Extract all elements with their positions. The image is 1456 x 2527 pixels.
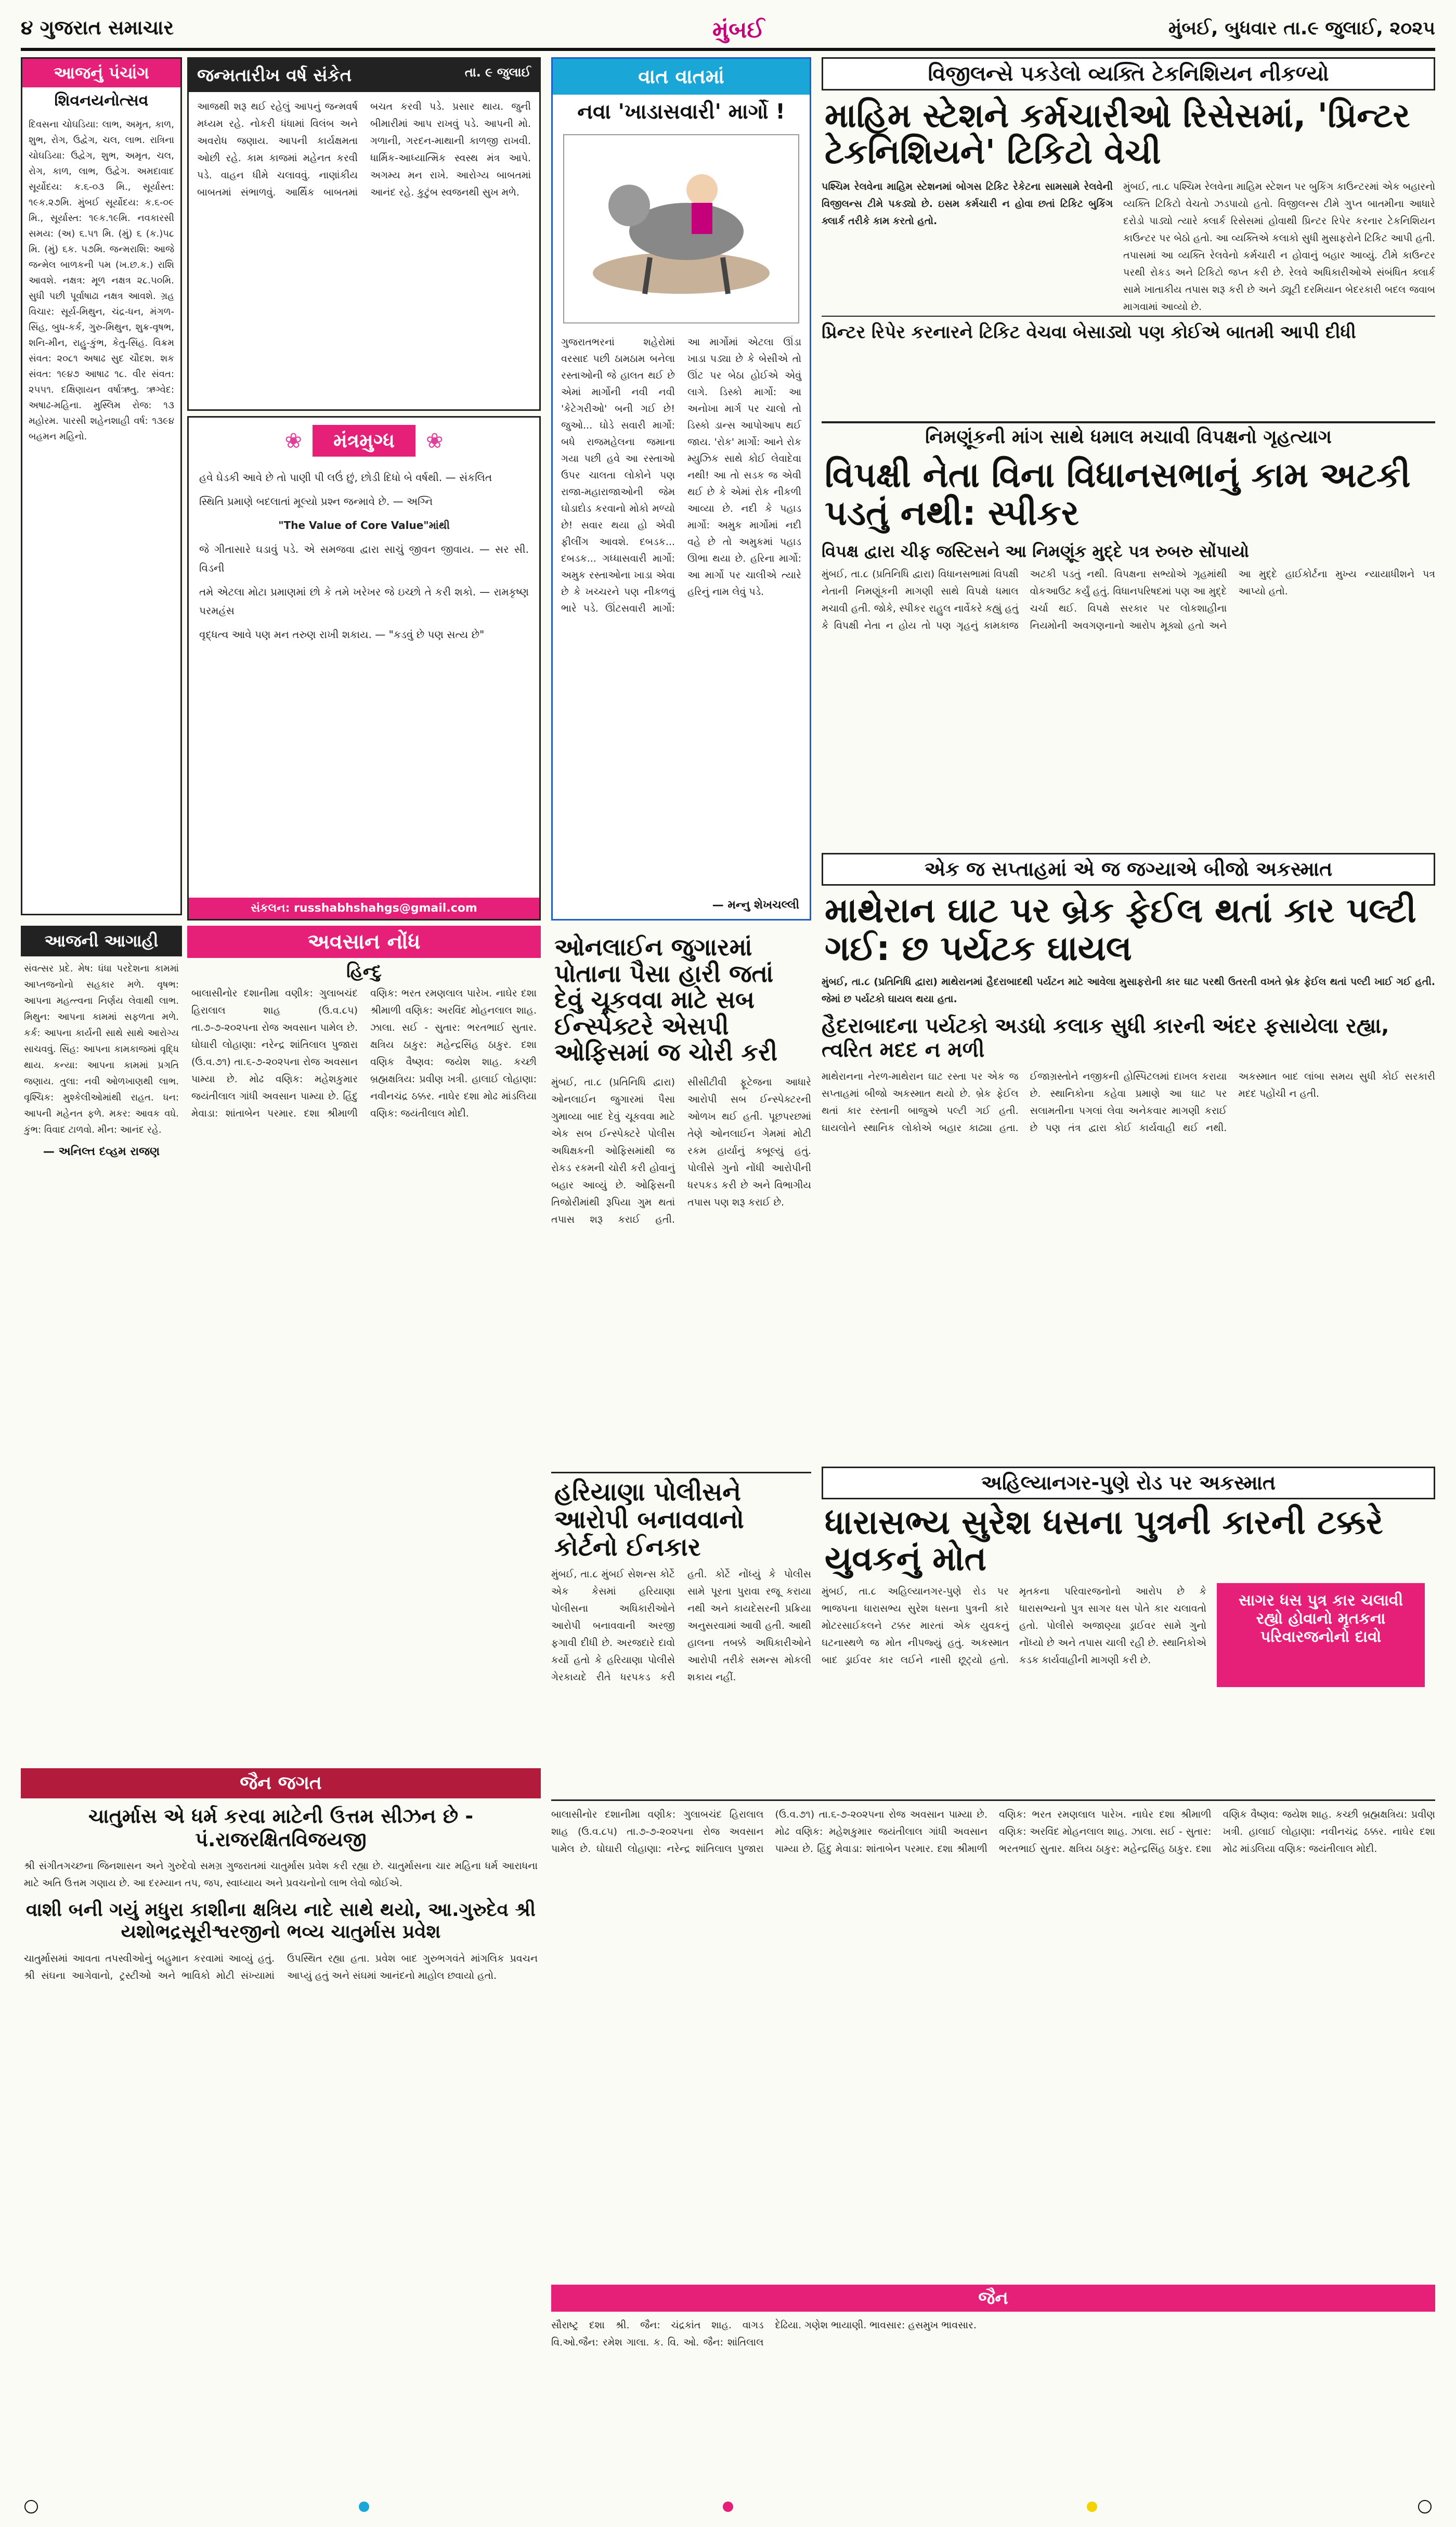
- pune-kicker: અહિલ્યાનગર-પુણે રોડ પર અકસ્માત: [822, 1467, 1435, 1499]
- obituary-box: [187, 926, 541, 1758]
- gambling-body: મુંબઈ, તા.૮ (પ્રતિનિધિ દ્વારા) ઓનલાઈન જુગારમાં પૈસા ગુમાવ્યા બાદ દેવું ચૂકવવા માટે એક સબ ઈન્સ્પેક્ટરે પોલીસ અધિક્ષકની ઓફિસમાંથી જ રોકડ રકમની ચોરી કરી હોવાનું બહાર આવ્યું છે. ઓફિસની તિજોરીમાંથી રૂપિયા ગુમ થતાં તપાસ શરૂ કરાઈ હતી. સીસીટીવી ફૂટેજના આધારે આરોપી સબ ઈન્સ્પેક્ટરની ઓળખ થઈ હતી. પૂછપરછમાં તેણે ઓનલાઈન ગેમમાં મોટી રકમ હાર્યાનું કબૂલ્યું હતું. પોલીસે ગુનો નોંધી આરોપીની ધરપકડ કરી છે અને વિભાગીય તપાસ પણ શરૂ કરાઈ છે.: [551, 1076, 811, 1225]
- janmatarikh-date: તા. ૯ જુલાઈ: [464, 65, 531, 80]
- obituary-subtitle: હિન્દુ: [346, 961, 382, 982]
- panchang-body: દિવસના ચોઘડિયા: લાભ, અમૃત, કાળ, શુભ, રોગ, ઉદ્વેગ, ચલ, લાભ. રાત્રિના ચોઘડિયા: ઉદ્વેગ, શુભ, અમૃત, ચલ, રોગ, કાળ, લાભ, ઉદ્વેગ. અમદાવાદ સૂર્યોદય: ક.૬-૦૩ મિ., સૂર્યાસ્ત: ૧૯ક.૨૭મિ. મુંબઈ સૂર્યોદય: ક.૬-૦૯ મિ., સૂર્યાસ્ત: ૧૯ક.૧૯મિ. નવકારસી સમય: (અ) ૬.૫૧ મિ. (મું) ૬ (ક.)૫૮ મિ. (મું) ૬ક. ૫૭મિ. જન્મરાશિ: આજે જન્મેલ બાળકની ૫મ (ખ.છ.ક.) રાશિ આવશે. નક્ષત્ર: મૂળ નક્ષત્ર ૨૮.૫૦મિ. સુધી પછી પૂર્વાષાઢા નક્ષત્ર આવશે. ગ્રહ વિચાર: સૂર્ય-મિથુન, ચંદ્ર-ધન, મંગળ-સિંહ, બુધ-કર્ક, ગુરુ-મિથુન, શુક્ર-વૃષભ, શનિ-મીન, રાહુ-કુંભ, કેતુ-સિંહ. વિક્રમ સંવત: ૨૦૮૧ અષાઢ સુદ ચૌદશ. શક સંવત: ૧૯૪૭ આષાઢ ૧૮. વીર સંવત: ૨૫૫૧. દક્ષિણાયન વર્ષાઋતુ. ઋગ્વેદ: અષાઢ-મહિના. મુસ્લિમ રોજ: ૧૩ મહોરમ. પારસી શહેનશાહી વર્ષ: ૧૩૯૪ બહમન મહિનો.: [29, 119, 174, 442]
- jain-obituary-title: જૈન: [551, 2285, 1435, 2312]
- vaat-body: ગુજરાતભરનાં શહેરોમાં વરસાદ પછી ઠામઠામ બનેલા રસ્તાઓની જે હાલત થઈ છે એમાં માર્ગોની નવી નવી 'કેટેગરીઓ' બની ગઈ છે! જુઓ... ઘોડે સવારી માર્ગો: બધે રાજમહેલના જમાના ગયા પછી હવે આ રસ્તાઓ ઉપર ચાલતા લોકોને પણ રાજા-મહારાજાઓની જેમ ઘોડાદોડ કરવાનો મોકો મળ્યો છે! સવાર થયા હો એવી ફીલીંગ આવશે. દબડક... દબડક... ગધ્ધાસવારી માર્ગો: અમુક રસ્તાઓના ખાડા એવા છે કે ખચ્ચરને પણ નીકળવું ભારે પડે. ઊંટસવારી માર્ગો: આ માર્ગોમાં એટલા ઊંડા ખાડા પડ્યા છે કે બેસીએ તો ઊંટ પર બેઠા હોઈએ એવું લાગે. ડિસ્કો માર્ગો: આ અનોખા માર્ગ પર ચાલો તો ડિસ્કો ડાન્સ આપોઆપ થઈ જાય. 'રોક' માર્ગો: આને રોક મ્યુઝિક સાથે કોઈ લેવાદેવા નથી! આ તો સડક જ એવી થઈ છે કે એમાં રોક નીકળી આવ્યા છે. નદી કે પહાડ માર્ગો: અમુક માર્ગોમાં નદી વહે છે તો અમુકમાં પહાડ ઊભા થયા છે. હરિના માર્ગો: આ માર્ગો પર ચાલીએ ત્યારે હરિનું નામ લેવું પડે.: [561, 336, 801, 614]
- matheran-kicker: એક જ સપ્તાહમાં એ જ જગ્યાએ બીજો અકસ્માત: [822, 853, 1435, 886]
- janmatarikh-title: જન્મતારીખ વર્ષ સંકેત: [197, 65, 352, 86]
- vigilance-subhead: પ્રિન્ટર રિપેર કરનારને ટિકિટ વેચવા બેસાડ્યો પણ કોઈએ બાતમી આપી દીધી: [822, 316, 1435, 348]
- registration-marks-icon: [0, 2496, 1456, 2517]
- obituary-continued: [551, 1799, 1435, 2496]
- jain-obituary-body: સૌરાષ્ટ્ર દશા શ્રી. જૈન: ચંદ્રકાંત શાહ. વાગડ વિ.ઓ.જૈન: રમેશ ગાલા. ક. વિ. ઓ. જૈન: શાંતિલાલ દેઢિયા. ગણેશ ભાયાણી. ભાવસાર: હસમુખ ભાવસાર.: [551, 2319, 977, 2348]
- assembly-kicker: નિમણૂંકની માંગ સાથે ધમાલ મચાવી વિપક્ષનો ગૃહત્યાગ: [822, 421, 1435, 451]
- matheran-subhead: હૈદરાબાદના પર્યટકો અડધો કલાક સુધી કારની અંદર ફસાયેલા રહ્યા, ત્વરિત મદદ ન મળી: [822, 1014, 1389, 1062]
- obituary-body: બાલાસીનોર દશાનીમા વણીક: ગુલાબચંદ હિરાલાલ શાહ (ઉ.વ.૮૫) તા.૭-૭-૨૦૨૫ના રોજ અવસાન પામેલ છે. ઘોઘારી લોહાણા: નરેન્દ્ર શાંતિલાલ પુજારા (ઉ.વ.૭૧) તા.૬-૭-૨૦૨૫ના રોજ અવસાન પામ્યા છે. મોઢ વણિક: મહેશકુમાર જયંતીલાલ ગાંધી અવસાન પામ્યા છે. હિંદુ મેવાડા: શાંતાબેન પરમાર. દશા શ્રીમાળી વણિક: ભરત રમણલાલ પારેખ. નાઘેર દશા શ્રીમાળી વણિક: અરવિંદ મોહનલાલ શાહ. ઝાલા. સઈ - સુતાર: ભરતભાઈ સુતાર. ક્ષત્રિય ઠાકુર: મહેન્દ્રસિંહ ઠાકુર. દશા વણિક વૈષ્ણવ: જયેશ શાહ. કચ્છી બ્રહ્મક્ષત્રિય: પ્રવીણ ખત્રી. હાલાઈ લોહાણા: નવીનચંદ્ર ઠક્કર. નાઘેર દશા મોઢ માંડલિયા વણિક: જયંતીલાલ મોદી.: [191, 988, 537, 1119]
- quote-item: સ્થિતિ પ્રમાણે બદલાતાં મૂલ્યો પ્રશ્ન જન્માવે છે. — અગ્નિ: [199, 495, 433, 508]
- masthead-rule: [21, 48, 1435, 51]
- assembly-story: [822, 421, 1435, 848]
- jain-jagat-body: શ્રી સંગીતગચ્છના જિનશાસન અને ગુરુદેવો સમગ્ર ગુજરાતમાં ચાતુર્માસ પ્રવેશ કરી રહ્યા છે. ચાતુર્માસના ચાર મહિના ધર્મ આરાધના માટે અતિ ઉત્તમ ગણાય છે. આ દરમ્યાન તપ, જપ, સ્વાધ્યાય અને પ્રવચનોનો લાભ લેવો જોઈએ.: [24, 1860, 538, 1889]
- gambling-story: [551, 931, 811, 1467]
- donkey-rider-cartoon: [572, 143, 790, 315]
- cartoon-illustration: [563, 134, 799, 323]
- pune-body: મુંબઈ, તા.૮ અહિલ્યાનગર-પુણે રોડ પર ભાજપના ધારાસભ્ય સુરેશ ધસના પુત્રની કારે મોટરસાઈકલને ટક્કર મારતાં એક યુવકનું ઘટનાસ્થળે જ મોત નીપજ્યું હતું. અકસ્માત બાદ ડ્રાઈવર કાર લઈને નાસી છૂટ્યો હતો. મૃતકના પરિવારજનોનો આરોપ છે કે ધારાસભ્યનો પુત્ર સાગર ધસ પોતે કાર ચલાવતો હતો. પોલીસે અજાણ્યા ડ્રાઈવર સામે ગુનો નોંધ્યો છે અને તપાસ ચાલી રહી છે. સ્થાનિકોએ કડક કાર્યવાહીની માગણી કરી છે.: [822, 1585, 1206, 1666]
- quote-item: તમે એટલા મોટા પ્રમાણમાં છો કે તમે ખરેખર જે ઇચ્છો તે કરી શકો. — રામકૃષ્ણ પરમહંસ: [199, 586, 529, 617]
- lotus-icon: ❀: [284, 429, 302, 453]
- janmatarikh-header: [189, 59, 539, 92]
- agahi-title: આજની આગાહી: [21, 926, 182, 956]
- panchang-title: આજનું પંચાંગ: [22, 59, 180, 87]
- issue-date: મુંબઈ, બુધવાર તા.૯ જુલાઈ, ૨૦૨૫: [1168, 18, 1435, 39]
- mantramugdh-title: મંત્રમુગ્ધ: [313, 425, 415, 457]
- obituary-title: અવસાન નોંધ: [187, 926, 541, 958]
- matheran-story: [822, 853, 1435, 1461]
- assembly-body: મુંબઈ, તા.૮ (પ્રતિનિધિ દ્વારા) વિધાનસભામાં વિપક્ષી નેતાની નિમણૂંકની માગણી સાથે વિપક્ષે ધમાલ મચાવી હતી. જોકે, સ્પીકર રાહુલ નાર્વેકરે કહ્યું હતું કે વિપક્ષી નેતા ન હોય તો પણ ગૃહનું કામકાજ અટકી પડતું નથી. વિપક્ષના સભ્યોએ ગૃહમાંથી વોકઆઉટ કર્યું હતું. વિધાનપરિષદમાં પણ આ મુદ્દે ચર્ચા થઈ. વિપક્ષે સરકાર પર લોકશાહીના નિયમોની અવગણનાનો આરોપ મૂક્યો હતો અને આ મુદ્દે હાઈકોર્ટના મુખ્ય ન્યાયાધીશને પત્ર આપ્યો હતો.: [822, 568, 1435, 632]
- section-label: મુંબઈ: [712, 17, 765, 43]
- quote-item: જે ગીતાસારે ઘડાવું પડે. એ સમજવા દ્વારા સાચું જીવન જીવાય. — સર સી. વિડની: [199, 543, 529, 574]
- jain-jagat-title: જૈન જગત: [21, 1768, 541, 1798]
- janmatarikh-box: [187, 57, 541, 411]
- vaat-title: વાત વાતમાં: [553, 59, 810, 95]
- print-registration-marks: [0, 2496, 1456, 2517]
- haryana-story: [551, 1472, 811, 1794]
- jain-jagat-headline: ચાતુર્માસ એ ધર્મ કરવા માટેની ઉત્તમ સીઝન છે - પં.રાજરક્ષિતવિજયજી: [88, 1805, 474, 1851]
- gambling-headline: ઓનલાઈન જુગારમાં પોતાના પૈસા હારી જતાં દેવું ચૂકવવા માટે સબ ઈન્સ્પેક્ટરે એસપી ઓફિસમાં જ ચોરી કરી: [554, 933, 777, 1067]
- vaat-headline: નવા 'ખાડાસવારી' માર્ગો !: [577, 100, 785, 124]
- mantramugdh-contact: સંકલન: russhabhshahgs@gmail.com: [189, 898, 539, 919]
- pune-headline: ધારાસભ્ય સુરેશ ધસના પુત્રની કારની ટક્કરે યુવકનું મોત: [825, 1504, 1383, 1579]
- vigilance-story: [822, 57, 1435, 416]
- agahi-box: [21, 926, 182, 1628]
- mantramugdh-list: [189, 464, 539, 653]
- quote-item: હવે ઘેડકી આવે છે તો પાણી પી લઉં છું, છોડી દિધો બે વર્ષથી. — સંકલિત: [199, 471, 492, 484]
- pune-inset: સાગર ધસ પુત્ર કાર ચલાવી રહ્યો હોવાનો મૃતકના પરિવારજનોનો દાવો: [1217, 1583, 1425, 1687]
- matheran-headline: માથેરાન ઘાટ પર બ્રેક ફેઈલ થતાં કાર પલ્ટી ગઈ: છ પર્યટક ઘાયલ: [825, 890, 1416, 968]
- mantramugdh-header: [189, 418, 539, 464]
- agahi-author: — અનિલ્ત દવ્હમ રાજણ: [43, 1145, 160, 1158]
- haryana-headline: હરિયાણા પોલીસને આરોપી બનાવવાનો કોર્ટનો ઈનકાર: [554, 1478, 744, 1562]
- paper-name: ૪ ગુજરાત સમાચાર: [21, 16, 174, 39]
- vigilance-intro: પશ્ચિમ રેલવેના માહિમ સ્ટેશનમાં બોગસ ટિકિટ રેકેટના સામસામે રેલવેની વિજીલન્સ ટીમે પકડ્યો છે. ઇસમ કર્મચારી ન હોવા છતાં ટિકિટ બુકિંગ ક્લાર્ક તરીકે કામ કરતો હતો.: [822, 180, 1113, 227]
- jain-jagat-body-2: ચાતુર્માસમાં આવતા તપસ્વીઓનું બહુમાન કરવામાં આવ્યું હતું. શ્રી સંઘના આગેવાનો, ટ્રસ્ટીઓ અને ભાવિકો મોટી સંખ્યામાં ઉપસ્થિત રહ્યા હતા. પ્રવેશ બાદ ગુરુભગવંતે માંગલિક પ્રવચન આપ્યું હતું અને સંઘમાં આનંદનો માહોલ છવાયો હતો.: [24, 1953, 538, 1981]
- masthead: [21, 16, 1435, 47]
- matheran-intro: મુંબઈ, તા.૮ (પ્રતિનિધિ દ્વારા) માથેરાનમાં હૈદરાબાદથી પર્યટન માટે આવેલા મુસાફરોની કાર ઘાટ પરથી ઉતરતી વખતે બ્રેક ફેઈલ થતાં પલ્ટી ખાઈ ગઈ હતી. જેમાં છ પર્યટકો ઘાયલ થયા હતા.: [822, 976, 1435, 1005]
- mantramugdh-box: [187, 416, 541, 921]
- panchang-subtitle: શિવનયનોત્સવ: [54, 92, 149, 110]
- vaat-box: [551, 57, 811, 921]
- quote-item: વૃદ્ધત્વ આવે પણ મન તરુણ રાખી શકાય. — "કડવું છે પણ સત્ય છે": [199, 628, 485, 641]
- assembly-headline: વિપક્ષી નેતા વિના વિધાનસભાનું કામ અટકી પડતું નથી: સ્પીકર: [825, 455, 1411, 533]
- lotus-icon: ❀: [426, 429, 444, 453]
- jain-jagat-headline-2: વાશી બની ગયું મધુરા કાશીના ક્ષત્રિય નાદે સાથે થયો, આ.ગુરુદેવ શ્રી યશોભદ્રસૂરીશ્વરજીનો ભવ્ય ચાતુર્માસ પ્રવેશ: [25, 1899, 536, 1942]
- assembly-subhead: વિપક્ષ દ્વારા ચીફ જસ્ટિસને આ નિમણૂંક મુદ્દે પત્ર રુબરુ સોંપાયો: [822, 541, 1250, 562]
- jain-jagat-box: [21, 1768, 541, 2496]
- quote-source-title: "The Value of Core Value"માંથી: [278, 519, 450, 532]
- matheran-body: માથેરાનના નેરળ-માથેરાન ઘાટ રસ્તા પર એક જ સપ્તાહમાં બીજો અકસ્માત થયો છે. બ્રેક ફેઈલ થતાં કાર રસ્તાની બાજુએ પલ્ટી ગઈ હતી. ઘાયલોને સ્થાનિક લોકોએ બહાર કાઢ્યા હતા. ઈજાગ્રસ્તોને નજીકની હોસ્પિટલમાં દાખલ કરાયા છે. સ્થાનિકોના કહેવા પ્રમાણે આ ઘાટ પર સલામતીના પગલાં લેવા અનેકવાર માગણી કરાઈ છે પણ તંત્ર દ્વારા કોઈ કાર્યવાહી થઈ નથી. અકસ્માત બાદ લાંબા સમય સુધી કોઈ સરકારી મદદ પહોંચી ન હતી.: [822, 1071, 1435, 1134]
- vigilance-kicker: વિજીલન્સે પકડેલો વ્યક્તિ ટેકનિશિયન નીકળ્યો: [822, 57, 1435, 90]
- obituary-continued-body: બાલાસીનોર દશાનીમા વણીક: ગુલાબચંદ હિરાલાલ શાહ (ઉ.વ.૮૫) તા.૭-૭-૨૦૨૫ના રોજ અવસાન પામેલ છે. ઘોઘારી લોહાણા: નરેન્દ્ર શાંતિલાલ પુજારા (ઉ.વ.૭૧) તા.૬-૭-૨૦૨૫ના રોજ અવસાન પામ્યા છે. મોઢ વણિક: મહેશકુમાર જયંતીલાલ ગાંધી અવસાન પામ્યા છે. હિંદુ મેવાડા: શાંતાબેન પરમાર. દશા શ્રીમાળી વણિક: ભરત રમણલાલ પારેખ. નાઘેર દશા શ્રીમાળી વણિક: અરવિંદ મોહનલાલ શાહ. ઝાલા. સઈ - સુતાર: ભરતભાઈ સુતાર. ક્ષત્રિય ઠાકુર: મહેન્દ્રસિંહ ઠાકુર. દશા વણિક વૈષ્ણવ: જયેશ શાહ. કચ્છી બ્રહ્મક્ષત્રિય: પ્રવીણ ખત્રી. હાલાઈ લોહાણા: નવીનચંદ્ર ઠક્કર. નાઘેર દશા મોઢ માંડલિયા વણિક: જયંતીલાલ મોદી.: [551, 1809, 1435, 1855]
- vigilance-headline: માહિમ સ્ટેશને કર્મચારીઓ રિસેસમાં, 'પ્રિન્ટર ટેકનિશિયને' ટિકિટો વેચી: [825, 97, 1410, 172]
- agahi-body: સંવત્સર પ્રદે. મેષ: ધંધા પરદેશના કામમાં આપ્તજનોનો સહકાર મળે. વૃષભ: આપના મહત્ત્વના નિર્ણય લેવાથી લાભ. મિથુન: આપના કામમાં સફળતા મળે. કર્ક: આપના કાર્યની સાથે સાથે આરોગ્ય સાચવવું. સિંહ: આપના કામકાજમાં વૃદ્ધિ થાય. કન્યા: આપના કામમાં પ્રગતિ જણાય. તુલા: નવી ઓળખાણથી લાભ. વૃશ્ચિક: મુશ્કેલીઓમાંથી રાહત. ધન: આપની મહેનત ફળે. મકર: આવક વધે. કુંભ: વિવાદ ટાળવો. મીન: આનંદ રહે.: [24, 963, 179, 1135]
- vigilance-body-top: મુંબઈ, તા.૮ પશ્ચિમ રેલવેના માહિમ સ્ટેશન પર બુકિંગ કાઉન્ટરમાં એક બહારનો વ્યક્તિ ટિકિટો વેચતો ઝડપાયો હતો. વિજીલન્સ ટીમે ગુપ્ત બાતમીના આધારે દરોડો પાડ્યો ત્યારે ક્લાર્ક રિસેસમાં હોવાથી પ્રિન્ટર રિપેર કરનાર ટેકનિશિયન કાઉન્ટર પર બેઠો હતો. આ વ્યક્તિએ કલાકો સુધી મુસાફરોને ટિકિટ આપી હતી. તપાસમાં આ વ્યક્તિ રેલવેનો કર્મચારી ન હોવાનું બહાર આવ્યું. ટીમે કાઉન્ટર પરથી રોકડ અને ટિકિટો જપ્ત કરી છે. રેલવે અધિકારીઓએ સંબંધિત ક્લાર્ક સામે ખાતાકીય તપાસ શરૂ કરી છે અને ડ્યૂટી દરમિયાન બેદરકારી બદલ જવાબ માગવામાં આવ્યો છે.: [1123, 180, 1435, 313]
- janmatarikh-body: આજથી શરૂ થઈ રહેલું આપનું જન્મવર્ષ મધ્યમ રહે. નોકરી ધંધામાં વિલંબ અને અવરોધ જણાય. આપની કાર્યક્ષમતા ઓછી રહે. કામ કાજમાં મહેનત કરવી પડે. વાહન ધીમે ચલાવવું. નાણાંકીય બાબતમાં સંભાળવું. આર્થિક બાબતમાં બચત કરવી પડે. પ્રસાર થાય. જુની બીમારીમાં આપ રાખવું પડે. આપની મો. ગળાની, ગરદન-માથાની કાળજી રાખવી. ધાર્મિક-આધ્યાત્મિક સ્વસ્થ મંત્ર આપે. અગમ્ય મન રાખે. આરોગ્ય બાબતમાં આનંદ રહે. કુટુંબ સ્વજનથી સુખ મળે.: [197, 101, 531, 198]
- panchang-box: [21, 57, 182, 915]
- pune-story: [822, 1467, 1435, 1794]
- haryana-body: મુંબઈ, તા.૮ મુંબઈ સેશન્સ કોર્ટે એક કેસમાં હરિયાણા પોલીસના અધિકારીઓને આરોપી બનાવવાની અરજી ફગાવી દીધી છે. અરજદારે દાવો કર્યો હતો કે હરિયાણા પોલીસે ગેરકાયદે રીતે ધરપકડ કરી હતી. કોર્ટે નોંધ્યું કે પોલીસ સામે પૂરતા પુરાવા રજૂ કરાયા નથી અને કાયદેસરની પ્રક્રિયા અનુસરવામાં આવી હતી. આથી હાલના તબક્કે અધિકારીઓને આરોપી તરીકે સમન્સ મોકલી શકાય નહીં.: [551, 1569, 811, 1683]
- vaat-byline: — મન્નુ શેખચલ્લી: [712, 899, 799, 912]
